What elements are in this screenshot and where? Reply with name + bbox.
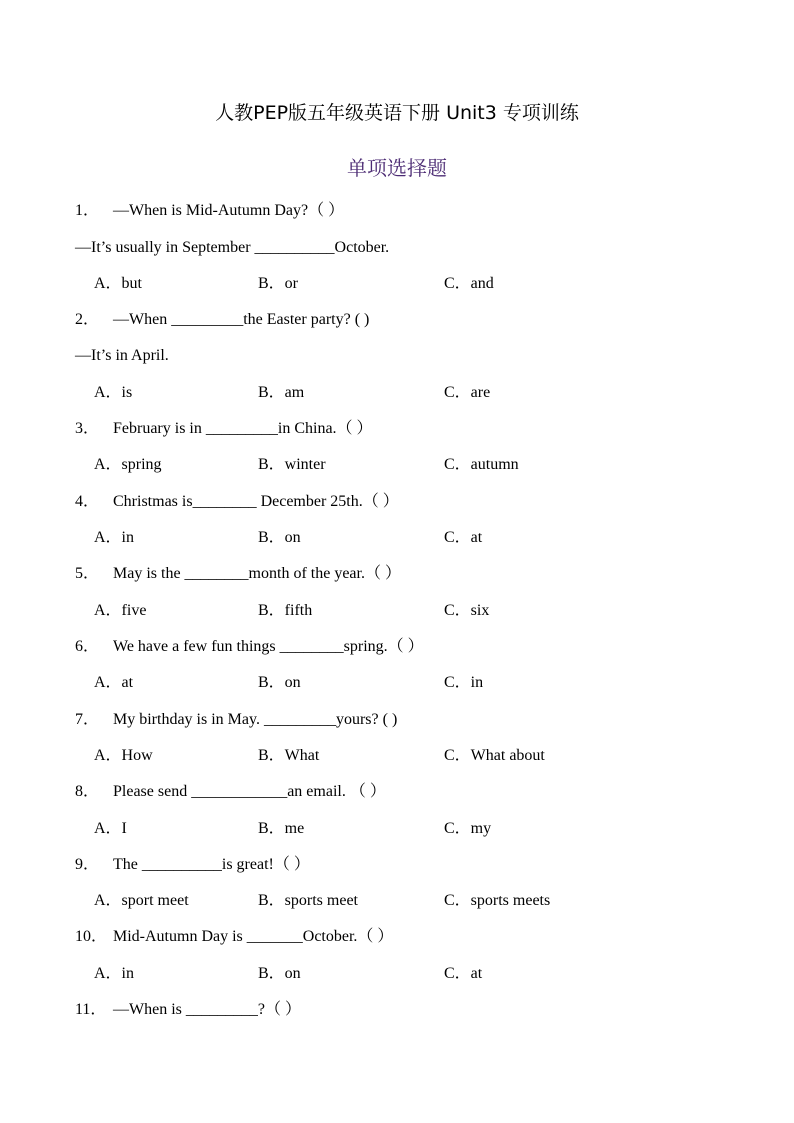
- question-number: 10．: [75, 928, 108, 945]
- option-a: A．is: [94, 384, 133, 401]
- question-number: 8．: [75, 783, 100, 800]
- option-c: C．What about: [444, 747, 545, 764]
- option-b: B．or: [258, 275, 299, 292]
- question-2-options: [0, 382, 794, 404]
- option-b: B．fifth: [258, 602, 313, 619]
- question-6-options: [0, 672, 794, 694]
- option-c: C．at: [444, 529, 483, 546]
- question-5-options: [0, 600, 794, 622]
- option-b: B．on: [258, 965, 301, 982]
- question-10-options: [0, 963, 794, 985]
- question-2-continuation: —It’s in April.: [75, 347, 169, 364]
- option-b: B．on: [258, 529, 301, 546]
- question-number: 3．: [75, 420, 100, 437]
- question-text: —When is Mid-Autumn Day?（ ）: [113, 202, 345, 219]
- question-text: Mid-Autumn Day is _______October.（ ）: [113, 928, 394, 945]
- question-text: Christmas is________ December 25th.（ ）: [113, 493, 399, 510]
- option-b: B．sports meet: [258, 892, 358, 909]
- question-text: We have a few fun things ________spring.（ ）: [113, 638, 424, 655]
- document-title: 人教PEP版五年级英语下册 Unit3 专项训练: [215, 102, 579, 124]
- question-text: —When is _________?（ ）: [113, 1001, 301, 1018]
- option-a: A．but: [94, 275, 143, 292]
- option-b: B．What: [258, 747, 320, 764]
- question-1-continuation: —It’s usually in September __________October.: [75, 239, 390, 256]
- question-text: The __________is great!（ ）: [113, 856, 310, 873]
- question-9-options: [0, 890, 794, 912]
- question-text: Please send ____________an email. （ ）: [113, 783, 386, 800]
- question-8-options: [0, 818, 794, 840]
- option-c: C．sports meets: [444, 892, 551, 909]
- question-1-options: [0, 273, 794, 295]
- option-a: A．at: [94, 674, 134, 691]
- option-c: C．and: [444, 275, 494, 292]
- option-c: C．autumn: [444, 456, 519, 473]
- option-a: A．I: [94, 820, 127, 837]
- option-c: C．are: [444, 384, 491, 401]
- option-a: A．in: [94, 965, 135, 982]
- option-b: B．on: [258, 674, 301, 691]
- option-c: C．at: [444, 965, 483, 982]
- question-number: 11．: [75, 1001, 107, 1018]
- question-3-options: [0, 454, 794, 476]
- option-a: A．spring: [94, 456, 162, 473]
- question-text: —When _________the Easter party? ( ): [113, 311, 370, 328]
- section-title: 单项选择题: [347, 156, 447, 180]
- option-a: A．How: [94, 747, 153, 764]
- question-number: 1．: [75, 202, 100, 219]
- option-a: A．five: [94, 602, 147, 619]
- question-text: My birthday is in May. _________yours? ( ): [113, 711, 398, 728]
- option-c: C．my: [444, 820, 492, 837]
- question-text: February is in _________in China.（ ）: [113, 420, 373, 437]
- question-number: 6．: [75, 638, 100, 655]
- option-c: C．in: [444, 674, 484, 691]
- option-a: A．sport meet: [94, 892, 189, 909]
- question-number: 9．: [75, 856, 100, 873]
- question-number: 7．: [75, 711, 100, 728]
- option-b: B．me: [258, 820, 305, 837]
- question-7-options: [0, 745, 794, 767]
- question-number: 2．: [75, 311, 100, 328]
- option-a: A．in: [94, 529, 135, 546]
- option-c: C．six: [444, 602, 490, 619]
- question-4-options: [0, 527, 794, 549]
- question-number: 4．: [75, 493, 100, 510]
- option-b: B．am: [258, 384, 305, 401]
- question-text: May is the ________month of the year.（ ）: [113, 565, 401, 582]
- question-number: 5．: [75, 565, 100, 582]
- option-b: B．winter: [258, 456, 326, 473]
